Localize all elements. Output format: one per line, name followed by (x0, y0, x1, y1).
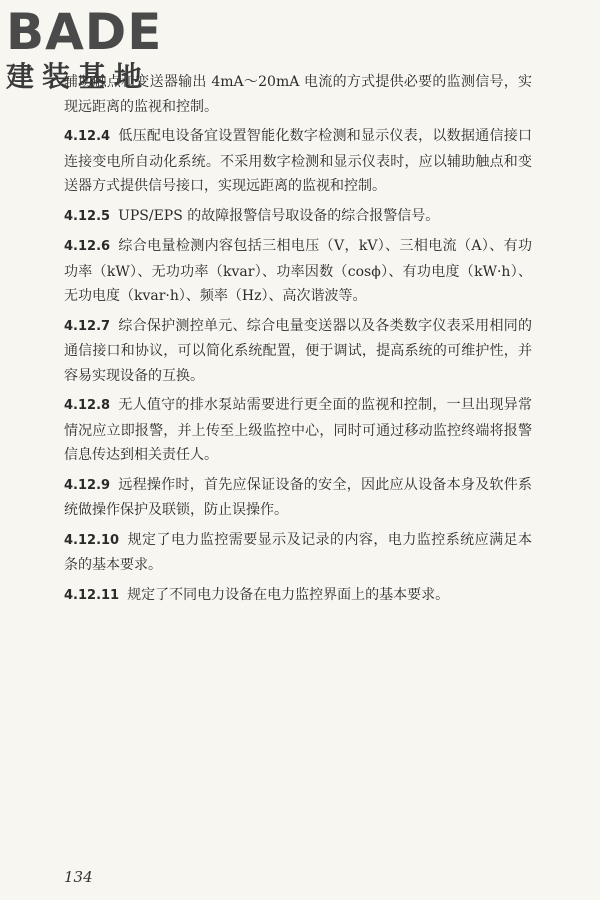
clause-number: 4.12.5 (64, 208, 111, 224)
clause-number: 4.12.6 (64, 239, 111, 254)
clause-text: 综合保护测控单元、综合电量变送器以及各类数字仪表采用相同的通信接口和协议，可以简化系统配置，便于调试，提高系统的可维护性，并容易实现设备的互换。 (64, 317, 532, 384)
clause-4-12-6 (64, 234, 532, 309)
continuation-paragraph: 辅助触点和变送器输出 4mA～20mA 电流的方式提供必要的监测信号，实现远距离的监视和控制。 (64, 74, 532, 115)
clause-text: 无人值守的排水泵站需要进行更全面的监视和控制，一旦出现异常情况应立即报警，并上传至上级监控中心，同时可通过移动监控终端将报警信息传达到相关责任人。 (64, 397, 532, 463)
clause-4-12-11 (64, 583, 532, 609)
clause-number: 4.12.10 (64, 532, 120, 548)
clause-number: 4.12.9 (64, 477, 111, 493)
clause-text: 综合电量检测内容包括三相电压（V，kV）、三相电流（A）、有功功率（kW）、无功功率（kvar）、功率因数（cosϕ）、有功电度（kW·h）、无功电度（kvar·h）、频率（Hz）、高次谐波等。 (64, 238, 532, 304)
clause-text: 低压配电设备宜设置智能化数字检测和显示仪表，以数据通信接口连接变电所自动化系统。不采用数字检测和显示仪表时，应以辅助触点和变送器方式提供信号接口，实现远距离的监视和控制。 (64, 128, 532, 194)
clause-number: 4.12.7 (64, 318, 111, 334)
clause-4-12-10 (64, 528, 532, 578)
document-body (64, 70, 532, 613)
clause-4-12-8 (64, 393, 532, 468)
clause-4-12-9 (64, 473, 532, 523)
clause-4-12-5 (64, 204, 532, 230)
clause-4-12-7 (64, 314, 532, 389)
logo-wordmark: BADE (6, 3, 163, 61)
clause-text: 规定了不同电力设备在电力监控界面上的基本要求。 (127, 586, 450, 603)
clause-number: 4.12.8 (64, 398, 111, 413)
logo-subtitle: 建装基地 (6, 60, 151, 93)
logo (6, 4, 186, 100)
clause-text: 规定了电力监控需要显示及记录的内容，电力监控系统应满足本条的基本要求。 (64, 531, 532, 573)
clause-number: 4.12.4 (64, 129, 111, 144)
clause-text: 远程操作时，首先应保证设备的安全，因此应从设备本身及软件系统做操作保护及联锁，防止误操作。 (64, 476, 532, 518)
clause-text: UPS/EPS 的故障报警信号取设备的综合报警信号。 (118, 207, 440, 224)
clause-number: 4.12.11 (64, 587, 120, 603)
clause-4-12-4 (64, 124, 532, 199)
page-number: 134 (64, 868, 93, 886)
